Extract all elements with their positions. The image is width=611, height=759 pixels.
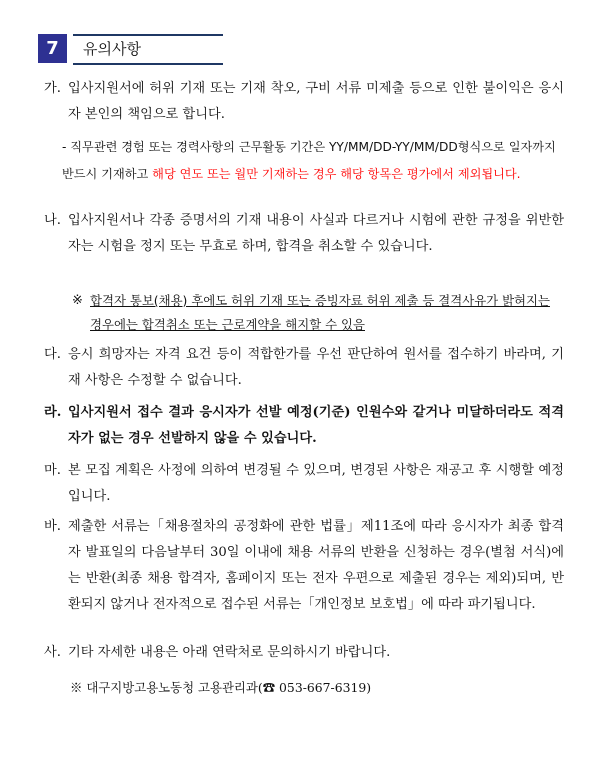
item-text: 본 모집 계획은 사정에 의하여 변경될 수 있으며, 변경된 사항은 재공고 후 시행할 예정입니다. [68, 463, 564, 504]
item-text: 제출한 서류는「채용절차의 공정화에 관한 법률」제11조에 따라 응시자가 최종 합격자 발표일의 다음날부터 30일 이내에 채용 서류의 반환을 신청하는 경우(별첨 서식)에는 반환(최종 채용 합격자, 홈페이지 또는 전자 우편으로 제출된 경우는 제외)되며, 반환되지 않거나 전자적으로 접수된 서류는「개인정보 보호법」에 따라 파기됩니다. [68, 519, 564, 612]
contact-line: ※ 대구지방고용노동청 고용관리과(☎ 053-667-6319) [70, 680, 372, 695]
phone-icon: ☎ [262, 680, 276, 695]
item-marker: 가. [44, 81, 61, 96]
item-marker: 라. [44, 405, 62, 420]
notice-item-ra [44, 400, 564, 452]
item-text: 기타 자세한 내용은 아래 연락처로 문의하시기 바랍니다. [68, 645, 391, 660]
contact-phone: 053-667-6319 [279, 680, 367, 695]
contact-org: 대구지방고용노동청 고용관리과 [86, 680, 258, 695]
item-marker: 바. [44, 519, 61, 534]
subitem-warning-text: 해당 연도 또는 월만 기재하는 경우 해당 항목은 평가에서 제외됩니다. [152, 167, 521, 181]
reference-mark-icon: ※ [70, 680, 83, 695]
section-number-badge: 7 [38, 34, 67, 63]
reference-mark-icon: ※ [72, 293, 83, 308]
note-text: 합격자 통보(채용) 후에도 허위 기재 또는 증빙자료 허위 제출 등 결격사유가 밝혀지는 경우에는 합격취소 또는 근로계약을 해지할 수 있음 [90, 293, 550, 332]
notice-item-na [44, 208, 564, 260]
item-marker: 다. [44, 347, 61, 362]
item-marker: 마. [44, 463, 61, 478]
notice-item-sa [44, 640, 564, 666]
item-marker: 사. [44, 645, 61, 660]
item-text: 입사지원서 접수 결과 응시자가 선발 예정(기준) 인원수와 같거나 미달하더라도 적격자가 없는 경우 선발하지 않을 수 있습니다. [68, 405, 564, 446]
notice-item-da [44, 342, 564, 394]
section-title: 유의사항 [73, 34, 223, 65]
item-marker: 나. [44, 213, 61, 228]
subitem-text: - 직무관련 경험 또는 경력사항의 근무활동 기간은 YY/MM/DD-YY/MM/DD형식으로 일자까지 반드시 기재하고 [62, 140, 556, 181]
notice-item-ba [44, 514, 564, 618]
item-text: 응시 희망자는 자격 요건 등이 적합한가를 우선 판단하여 원서를 접수하기 바라며, 기재 사항은 수정할 수 없습니다. [68, 347, 564, 388]
notice-item-ma [44, 458, 564, 510]
notice-subitem-experience [62, 134, 562, 188]
item-text: 입사지원서에 허위 기재 또는 기재 착오, 구비 서류 미제출 등으로 인한 불이익은 응시자 본인의 책임으로 합니다. [68, 81, 564, 122]
item-text: 입사지원서나 각종 증명서의 기재 내용이 사실과 다르거나 시험에 관한 규정을 위반한 자는 시험을 정지 또는 무효로 하며, 합격을 취소할 수 있습니다. [68, 213, 564, 254]
notice-note-disqualification [72, 289, 562, 337]
notice-item-ga [44, 76, 564, 128]
